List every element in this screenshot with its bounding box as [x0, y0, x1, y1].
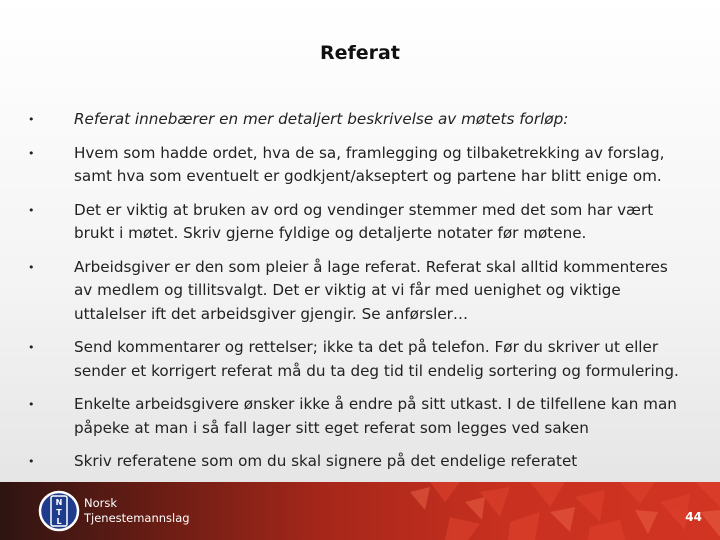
bullet-list	[28, 108, 688, 484]
bullet-text: Enkelte arbeidsgivere ønsker ikke å endre på sitt utkast. I de tilfellene kan man påpeke at man i så fall lager sitt eget referat som legges ved saken	[74, 395, 677, 437]
bullet-text: Arbeidsgiver er den som pleier å lage referat. Referat skal alltid kommenteres av medlem og tillitsvalgt. Det er viktig at vi får med uenighet og viktige uttalelser ift det arbeidsgiver gjengir. Se anførsler…	[74, 257, 668, 323]
footer-pattern	[390, 482, 720, 540]
bullet-item	[28, 108, 688, 132]
logo-letter-l: L	[56, 517, 62, 526]
bullet-marker: •	[28, 113, 35, 126]
bullet-marker: •	[28, 341, 35, 354]
bullet-item	[28, 393, 688, 440]
organization-name	[84, 496, 190, 526]
bullet-marker: •	[28, 146, 35, 160]
bullet-item	[28, 199, 688, 246]
ntl-logo	[38, 490, 80, 532]
bullet-text: Det er viktig at bruken av ord og vendinger stemmer med det som har vært brukt i møtet. Skriv gjerne fyldige og detaljerte notater før møtene.	[74, 200, 654, 242]
bullet-text: Skriv referatene som om du skal signere på det endelige referatet	[74, 452, 578, 470]
page-number: 44	[685, 510, 702, 524]
footer-bar	[0, 482, 720, 540]
bullet-marker: •	[28, 398, 35, 411]
bullet-text: Hvem som hadde ordet, hva de sa, framlegging og tilbaketrekking av forslag, samt hva som eventuelt er godkjent/akseptert og partene har blitt enige om.	[74, 143, 665, 185]
bullet-marker: •	[28, 455, 35, 468]
org-line-2: Tjenestemannslag	[84, 511, 190, 525]
bullet-item	[28, 336, 688, 383]
logo-letter-t: T	[56, 508, 62, 517]
logo-letter-n: N	[55, 498, 63, 507]
bullet-text: Send kommentarer og rettelser; ikke ta det på telefon. Før du skriver ut eller sender et korrigert referat må du ta deg tid til endelig sortering og formulering.	[74, 338, 679, 380]
org-line-1: Norsk	[84, 496, 118, 510]
bullet-text: Referat innebærer en mer detaljert beskrivelse av møtets forløp:	[74, 110, 569, 128]
slide-title: Referat	[320, 42, 400, 64]
bullet-marker: •	[28, 203, 35, 217]
bullet-marker: •	[28, 260, 35, 274]
bullet-item	[28, 450, 688, 474]
bullet-item	[28, 256, 688, 327]
bullet-item	[28, 142, 688, 189]
